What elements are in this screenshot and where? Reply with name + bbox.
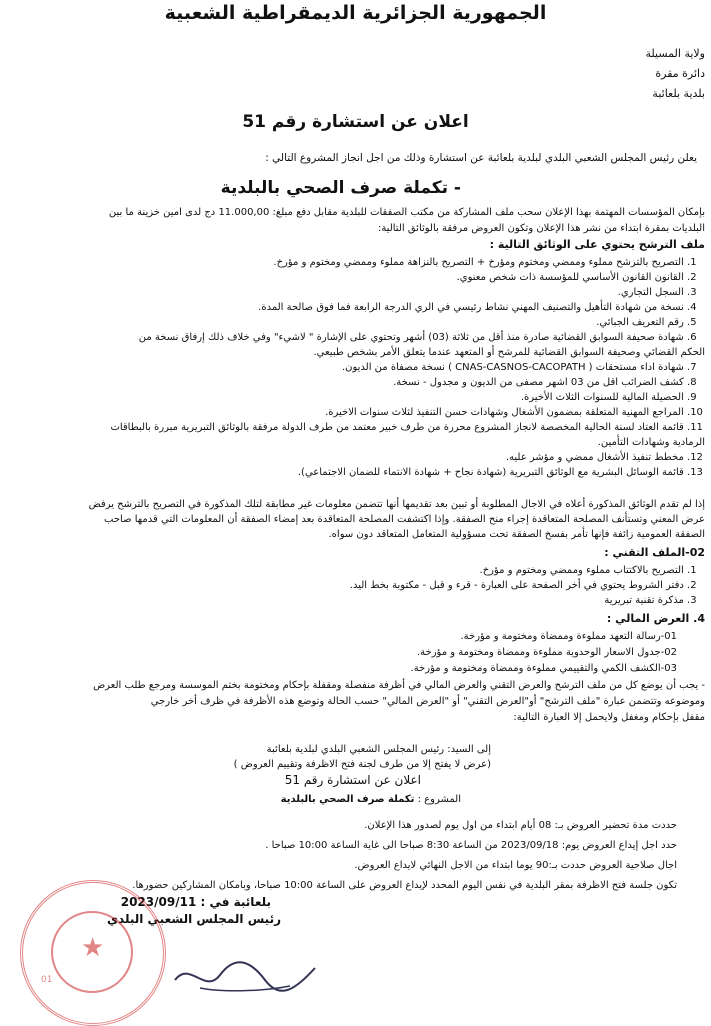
availability-line-2: البلديات بمقرة ابتداء من نشر هذا الإعلان وتكون العروض مرفقة بالوثائق التالية: xyxy=(377,223,705,234)
envelope-recipient: إلى السيد: رئيس المجلس الشعبي البلدي لبلدية بلعائبة xyxy=(266,744,491,755)
list-item: 6. شهادة صحيفة السوابق القضائية صادرة منذ أقل من ثلاثة (03) أشهر وتحتوي على الإشارة " لاشيء" وفي خلاف ذلك إرفاق نسخة من الحكم القضائي وصحيفة السوابق القضائية للمرشح أو المتعهد عندما يتعلق الأمر بشخص طبيعي. xyxy=(138,332,705,358)
list-item: 10. المراجع المهنية المتعلقة بمضمون الأشغال وشهادات حسن التنفيذ لثلاث سنوات الاخيرة. xyxy=(325,407,703,418)
list-item: 9. الحصيلة المالية للسنوات الثلاث الأخيرة. xyxy=(520,392,697,403)
availability-line-1: بإمكان المؤسسات المهتمة بهذا الإعلان سحب ملف المشاركة من مكتب الصفقات للبلدية مقابل دفع مبلغ: 11.000,00 دج لدى امين خزينة ما بين xyxy=(108,207,705,218)
daira-label: دائرة مقرة xyxy=(655,67,705,80)
place-date: بلعائبة في : 2023/09/11 xyxy=(120,895,271,909)
instructions-line-3: مقفل بإحكام ومغفل ولايحمل إلا العبارة التالية: xyxy=(513,712,705,723)
financial-item-2: 02-جدول الاسعار الوحدوية مملوءة وممضاة ومختومة و مؤرخة. xyxy=(417,647,677,658)
candidacy-heading: ملف الترشح يحتوي على الوثائق التالية : xyxy=(489,238,705,251)
list-item: 4. نسخة من شهادة التأهيل والتصنيف المهني نشاط رئيسي في الري الدرجة الرابعة فما فوق صالحة المدة. xyxy=(258,302,697,313)
envelope-project xyxy=(281,792,461,807)
candidacy-note-line-2: عرض المعني وتستأنف المصلحة المتعاقدة إجراء منح الصفقة. وإذا اكتشفت المصلحة المتعاقدة بعد إمضاء الصفقة أن المعلومات التي قدمها صاحب xyxy=(104,514,705,525)
envelope-warning: (عرض لا يفتح إلا من طرف لجنة فتح الاظرفة وتقييم العروض ) xyxy=(233,759,491,770)
signatory-title: رئيس المجلس الشعبي البلدي xyxy=(107,912,281,926)
list-item: 8. كشف الضرائب اقل من 03 اشهر مصفى من الديون و مجدول - نسخة. xyxy=(393,377,697,388)
commune-label: بلدية بلعائبة xyxy=(652,87,705,100)
project-title: - تكملة صرف الصحي بالبلدية xyxy=(220,178,461,198)
envelope-project-name: تكملة صرف الصحي بالبلدية xyxy=(280,794,415,805)
document-title: اعلان عن استشارة رقم 51 xyxy=(242,112,469,132)
list-item: 1. التصريح بالاكتتاب مملوء وممضي ومختوم و مؤرخ. xyxy=(479,565,697,576)
list-item: 12. مخطط تنفيذ الأشغال ممضي و مؤشر عليه. xyxy=(505,452,703,463)
envelope-title: اعلان عن استشارة رقم 51 xyxy=(284,773,421,787)
list-item: 1. التصريح بالترشح مملوء وممضي ومختوم ومؤرخ + التصريح بالنزاهة مملوء وممضي ومختوم و مؤرخ. xyxy=(273,257,697,268)
official-stamp xyxy=(20,880,166,1026)
candidacy-note-line-3: الصفقة العمومية زائفة فإنها تأمر بفسخ الصفقة تحت مسؤولية المتعامل المتعاقد دون سواه. xyxy=(328,529,705,540)
deadline-deposit: حدد اجل إيداع العروض يوم: 2023/09/18 من الساعة 8:30 صباحا الى غاية الساعة 10:00 صباحا . xyxy=(265,840,677,851)
financial-item-1: 01-رسالة التعهد مملوءة وممضاة ومختومة و مؤرخة. xyxy=(460,631,677,642)
deadline-opening: تكون جلسة فتح الاظرفة بمقر البلدية في نفس اليوم المحدد لإيداع العروض على الساعة 10:00 صباحا، وبامكان المشاركين حضورها. xyxy=(132,880,677,891)
technical-heading: 02-الملف التقني : xyxy=(604,546,705,559)
list-item: 5. رقم التعريف الجبائي. xyxy=(596,317,697,328)
stamp-number: 01 xyxy=(41,975,53,985)
list-item: 7. شهادة اداء مستحقات ( CNAS-CASNOS-CACOPATH ) نسخة مصفاة من الديون. xyxy=(341,362,697,373)
wilaya-label: ولاية المسيلة xyxy=(645,47,705,60)
stamp-star-icon: ★ xyxy=(81,933,105,963)
republic-header: الجمهورية الجزائرية الديمقراطية الشعبية xyxy=(164,2,547,24)
list-item: 11. قائمة العتاد لسنة الحالية المخصصة لانجاز المشروع محررة من طرف خبير معتمد من طرف الدولة مرفقة بالوثائق التبريرية مبررة بالبطاقات الرمادية وشهادات التأمين. xyxy=(110,422,705,448)
financial-item-3: 03-الكشف الكمي والتقييمي مملوءة وممضاة ومختومة و مؤرخة. xyxy=(410,663,677,674)
deadline-validity: اجال صلاحية العروض حددت بـ:90 يوما ابتداء من الاجل النهائي لايداع العروض. xyxy=(354,860,677,871)
candidacy-list xyxy=(15,255,705,480)
list-item: 3. مذكرة تقنية تبريرية xyxy=(604,595,697,606)
list-item: 2. القانون القانون الأساسي للمؤسسة ذات شخص معنوي. xyxy=(456,272,697,283)
intro-paragraph: يعلن رئيس المجلس الشعبي البلدي لبلدية بلعائبة عن استشارة وذلك من اجل انجاز المشروع التالي : xyxy=(265,152,697,164)
list-item: 13. قائمة الوسائل البشرية مع الوثائق التبريرية (شهادة نجاح + شهادة الانتماء للضمان الاجتماعي). xyxy=(297,467,703,478)
list-item: 2. دفتر الشروط يحتوي في أخر الصفحة على العبارة - قرء و قبل - مكتوبة بخط اليد. xyxy=(349,580,697,591)
financial-heading: 4. العرض المالي : xyxy=(606,612,705,625)
candidacy-note-line-1: إذا لم تقدم الوثائق المذكورة أعلاه في الاجال المطلوبة أو تبين بعد تقديمها أنها تتضمن معلومات غير مطابقة لتلك المذكورة في التصريح بالترشح يرفض xyxy=(88,499,705,510)
handwritten-signature xyxy=(170,950,320,1000)
instructions-line-2: وموضوعه وتتضمن عبارة "ملف الترشح" أو"العرض التقني" أو "العرض المالي" حسب الحالة وتوضع هذه الأظرفة في ظرف أخر خارجي xyxy=(150,696,705,707)
technical-list xyxy=(15,563,705,608)
deadline-preparation: حددت مدة تحضير العروض بـ: 08 أيام ابتداء من اول يوم لصدور هذا الإعلان. xyxy=(364,820,677,831)
instructions-line-1: - يجب أن يوضع كل من ملف الترشح والعرض التقني والعرض المالي في أظرفة منفصلة ومقفلة بإحكام ومختومة بختم الموسسة ومرجع طلب العرض xyxy=(93,680,705,691)
envelope-project-label: المشروع : xyxy=(417,794,461,805)
list-item: 3. السجل التجاري. xyxy=(617,287,697,298)
